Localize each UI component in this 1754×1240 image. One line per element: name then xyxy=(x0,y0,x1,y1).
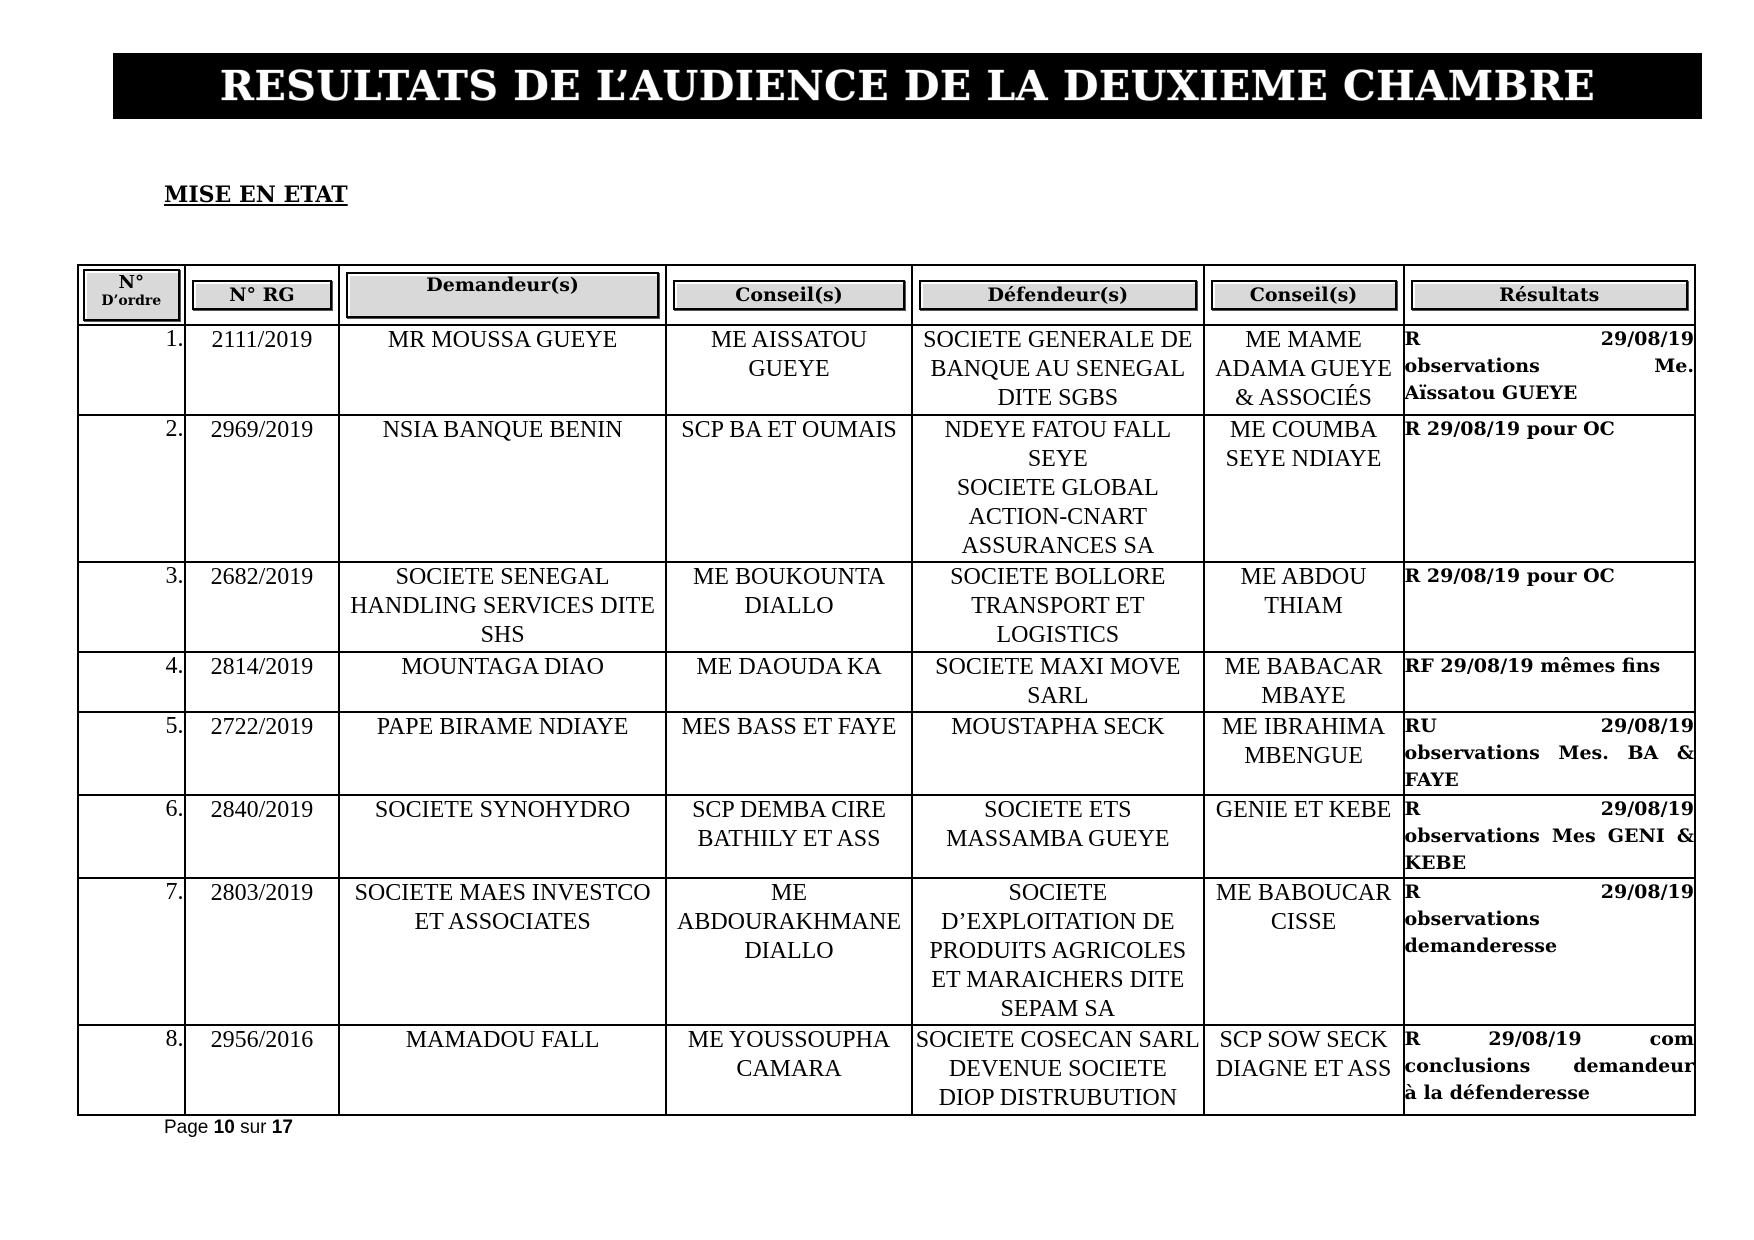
cell-line: MAMADOU FALL xyxy=(405,1027,600,1053)
cell-line: SOCIETE xyxy=(1008,880,1108,906)
page-footer xyxy=(164,1117,293,1139)
cell-resultats xyxy=(1404,878,1695,1025)
cell-line: ME MAME xyxy=(1245,327,1362,353)
cell-line: ME COUMBA xyxy=(1229,417,1378,443)
result-word: observations xyxy=(1404,355,1540,377)
cell-line: ADAMA GUEYE xyxy=(1215,356,1392,382)
result-word: FAYE xyxy=(1404,769,1459,791)
result-line xyxy=(1405,353,1694,380)
cell-resultats xyxy=(1404,415,1695,562)
table-row xyxy=(78,325,1695,415)
cell-line: DIAGNE ET ASS xyxy=(1215,1056,1392,1082)
cell-line: SOCIETE MAES INVESTCO xyxy=(354,880,651,906)
header-conseil-demandeur-label: Conseil(s) xyxy=(673,280,905,310)
cell-rg: 2956/2016 xyxy=(185,1025,340,1115)
cell-rg: 2840/2019 xyxy=(185,795,340,878)
cell-rg: 2969/2019 xyxy=(185,415,340,562)
result-line xyxy=(1405,653,1694,680)
cell-line: ABDOURAKHMANE xyxy=(676,909,901,935)
header-ordre xyxy=(78,265,185,325)
result-word: & xyxy=(1676,742,1694,764)
cell-line: SHS xyxy=(480,622,525,648)
header-resultats-label: Résultats xyxy=(1411,280,1688,310)
cell-demandeur xyxy=(339,562,666,652)
cell-conseil2 xyxy=(1204,1025,1404,1115)
cell-line: DIOP DISTRUBUTION xyxy=(938,1085,1178,1111)
cell-line: SARL xyxy=(1027,683,1089,709)
cell-defendeur xyxy=(912,795,1203,878)
title-banner xyxy=(113,53,1702,119)
cell-conseil1 xyxy=(666,652,912,712)
cell-line: ME BABOUCAR xyxy=(1215,880,1392,906)
cell-line: & ASSOCIÉS xyxy=(1235,385,1372,411)
result-word: GENI xyxy=(1607,825,1665,847)
result-line xyxy=(1405,1080,1694,1107)
cell-demandeur xyxy=(339,325,666,415)
cell-line: SOCIETE ETS xyxy=(984,797,1132,823)
cell-ordre: 8. xyxy=(78,1025,185,1115)
result-word: & xyxy=(1676,825,1694,847)
cell-line: ME YOUSSOUPHA xyxy=(687,1027,891,1053)
cell-line: MOUNTAGA DIAO xyxy=(401,654,604,680)
cell-conseil2 xyxy=(1204,325,1404,415)
cell-line: SCP DEMBA CIRE xyxy=(692,797,886,823)
cell-demandeur xyxy=(339,415,666,562)
cell-conseil2 xyxy=(1204,878,1404,1025)
result-word: 29/08/19 xyxy=(1600,798,1694,820)
cell-line: DEVENUE SOCIETE xyxy=(948,1056,1167,1082)
result-word: com xyxy=(1649,1028,1694,1050)
result-word: à la défenderesse xyxy=(1404,1082,1590,1104)
cell-defendeur xyxy=(912,1025,1203,1115)
cell-line: MES BASS ET FAYE xyxy=(681,714,897,740)
cell-line: DIALLO xyxy=(744,593,834,619)
cell-line: SCP BA ET OUMAIS xyxy=(681,417,897,443)
result-line xyxy=(1405,850,1694,877)
result-word: observations xyxy=(1404,742,1540,764)
cell-defendeur xyxy=(912,712,1203,795)
result-word: KEBE xyxy=(1404,852,1467,874)
cell-line: DIALLO xyxy=(744,938,834,964)
cell-line: SEPAM SA xyxy=(1000,996,1116,1022)
cell-conseil2 xyxy=(1204,562,1404,652)
result-line xyxy=(1405,767,1694,794)
cell-conseil1 xyxy=(666,795,912,878)
header-rg xyxy=(185,265,340,325)
cell-demandeur xyxy=(339,1025,666,1115)
cell-line: SOCIETE BOLLORE xyxy=(950,564,1166,590)
header-ordre-label: N° xyxy=(118,272,144,293)
result-word: Aïssatou GUEYE xyxy=(1404,382,1578,404)
result-word: 29/08/19 xyxy=(1600,328,1694,350)
cell-line: ME IBRAHIMA xyxy=(1221,714,1386,740)
table-row xyxy=(78,795,1695,878)
cell-line: LOGISTICS xyxy=(996,622,1120,648)
page-total: 17 xyxy=(271,1117,293,1138)
cell-ordre: 7. xyxy=(78,878,185,1025)
result-word: 29/08/19 xyxy=(1488,1028,1582,1050)
result-word: R xyxy=(1404,798,1421,820)
cell-conseil1 xyxy=(666,712,912,795)
header-conseil-defendeur-label: Conseil(s) xyxy=(1211,280,1397,310)
table-body xyxy=(78,325,1695,1115)
cell-line: HANDLING SERVICES DITE xyxy=(350,593,655,619)
cell-resultats xyxy=(1404,325,1695,415)
cell-line: PAPE BIRAME NDIAYE xyxy=(376,714,629,740)
cell-line: GUEYE xyxy=(748,356,830,382)
cell-ordre: 2. xyxy=(78,415,185,562)
cell-conseil1 xyxy=(666,878,912,1025)
cell-ordre: 1. xyxy=(78,325,185,415)
cell-line: GENIE ET KEBE xyxy=(1215,797,1392,823)
page-separator: sur xyxy=(240,1117,267,1138)
cell-line: ME xyxy=(770,880,807,906)
result-word: RU xyxy=(1404,715,1437,737)
header-demandeur xyxy=(339,265,666,325)
section-title: MISE EN ETAT xyxy=(164,182,348,208)
result-word: Me. xyxy=(1654,355,1694,377)
result-line xyxy=(1405,906,1694,933)
result-word: demanderesse xyxy=(1404,935,1558,957)
result-line xyxy=(1405,563,1694,590)
cell-demandeur xyxy=(339,878,666,1025)
cell-line: SEYE xyxy=(1027,446,1088,472)
header-rg-label: N° RG xyxy=(192,280,333,310)
cell-line: THIAM xyxy=(1264,593,1343,619)
page-title: RESULTATS DE L’AUDIENCE DE LA DEUXIEME CHAMBRE xyxy=(219,62,1596,110)
cell-line: SOCIETE MAXI MOVE xyxy=(935,654,1181,680)
cell-line: SOCIETE GLOBAL xyxy=(956,475,1159,501)
header-defendeur-label: Défendeur(s) xyxy=(919,280,1196,310)
cell-line: CAMARA xyxy=(736,1056,842,1082)
result-word: Mes. xyxy=(1558,742,1609,764)
cell-line: NSIA BANQUE BENIN xyxy=(382,417,623,443)
cell-line: SCP SOW SECK xyxy=(1219,1027,1388,1053)
cell-line: D’EXPLOITATION DE xyxy=(941,909,1175,935)
result-word: 29/08/19 xyxy=(1600,881,1694,903)
result-line xyxy=(1405,933,1694,960)
table-row xyxy=(78,652,1695,712)
result-word: RF 29/08/19 mêmes fins xyxy=(1404,655,1661,677)
cell-resultats xyxy=(1404,795,1695,878)
result-line xyxy=(1405,1053,1694,1080)
cell-rg: 2803/2019 xyxy=(185,878,340,1025)
header-ordre-sublabel: D’ordre xyxy=(101,293,162,309)
cell-line: ET MARAICHERS DITE xyxy=(931,967,1185,993)
cell-line: ME ABDOU xyxy=(1240,564,1367,590)
cell-line: ME BOUKOUNTA xyxy=(692,564,886,590)
cell-line: ET ASSOCIATES xyxy=(414,909,591,935)
result-word: R 29/08/19 pour OC xyxy=(1404,418,1615,440)
cell-resultats xyxy=(1404,562,1695,652)
cell-conseil2 xyxy=(1204,712,1404,795)
cell-demandeur xyxy=(339,712,666,795)
cell-conseil2 xyxy=(1204,795,1404,878)
result-word: Mes xyxy=(1551,825,1596,847)
result-line xyxy=(1405,879,1694,906)
header-conseil-defendeur xyxy=(1204,265,1404,325)
header-demandeur-label: Demandeur(s) xyxy=(346,272,659,318)
result-word: R xyxy=(1404,1028,1421,1050)
page-label: Page xyxy=(164,1117,209,1138)
cell-rg: 2111/2019 xyxy=(185,325,340,415)
cell-defendeur xyxy=(912,325,1203,415)
cell-defendeur xyxy=(912,878,1203,1025)
cell-ordre: 5. xyxy=(78,712,185,795)
result-line xyxy=(1405,416,1694,443)
page-current: 10 xyxy=(213,1117,235,1138)
result-line xyxy=(1405,796,1694,823)
result-line xyxy=(1405,1026,1694,1053)
cell-line: BANQUE AU SENEGAL xyxy=(930,356,1186,382)
cell-conseil2 xyxy=(1204,415,1404,562)
cell-line: ME DAOUDA KA xyxy=(696,654,882,680)
table-row xyxy=(78,878,1695,1025)
cell-conseil2 xyxy=(1204,652,1404,712)
header-resultats xyxy=(1404,265,1695,325)
cell-line: MOUSTAPHA SECK xyxy=(951,714,1165,740)
cell-resultats xyxy=(1404,1025,1695,1115)
cell-demandeur xyxy=(339,795,666,878)
cell-ordre: 6. xyxy=(78,795,185,878)
cell-conseil1 xyxy=(666,1025,912,1115)
cell-rg: 2722/2019 xyxy=(185,712,340,795)
cell-line: SEYE NDIAYE xyxy=(1225,446,1382,472)
cell-demandeur xyxy=(339,652,666,712)
result-word: conclusions xyxy=(1404,1055,1531,1077)
result-line xyxy=(1405,713,1694,740)
cell-conseil1 xyxy=(666,415,912,562)
cell-line: CISSE xyxy=(1270,909,1337,935)
results-table xyxy=(77,264,1696,1116)
cell-ordre: 3. xyxy=(78,562,185,652)
table-header-row xyxy=(78,265,1695,325)
cell-line: SOCIETE SYNOHYDRO xyxy=(374,797,631,823)
cell-line: MBAYE xyxy=(1261,683,1346,709)
cell-line: PRODUITS AGRICOLES xyxy=(929,938,1187,964)
result-word: 29/08/19 xyxy=(1600,715,1694,737)
cell-line: MASSAMBA GUEYE xyxy=(946,826,1170,852)
cell-line: SOCIETE SENEGAL xyxy=(395,564,610,590)
cell-line: SOCIETE GENERALE DE xyxy=(923,327,1193,353)
cell-line: ME BABACAR xyxy=(1224,654,1383,680)
cell-line: ASSURANCES SA xyxy=(961,533,1155,559)
table-row xyxy=(78,712,1695,795)
cell-conseil1 xyxy=(666,325,912,415)
cell-resultats xyxy=(1404,652,1695,712)
header-defendeur xyxy=(912,265,1203,325)
cell-defendeur xyxy=(912,562,1203,652)
cell-line: ME AISSATOU xyxy=(710,327,868,353)
cell-line: MBENGUE xyxy=(1244,743,1363,769)
cell-line: MR MOUSSA GUEYE xyxy=(387,327,618,353)
result-line xyxy=(1405,823,1694,850)
result-word: R 29/08/19 pour OC xyxy=(1404,565,1615,587)
cell-rg: 2814/2019 xyxy=(185,652,340,712)
cell-rg: 2682/2019 xyxy=(185,562,340,652)
result-line xyxy=(1405,740,1694,767)
table-row xyxy=(78,415,1695,562)
cell-resultats xyxy=(1404,712,1695,795)
result-word: observations xyxy=(1404,908,1540,930)
cell-conseil1 xyxy=(666,562,912,652)
cell-line: TRANSPORT ET xyxy=(971,593,1145,619)
cell-line: SOCIETE COSECAN SARL xyxy=(915,1027,1200,1053)
cell-line: ACTION-CNART xyxy=(968,504,1148,530)
result-word: R xyxy=(1404,881,1421,903)
cell-line: DITE SGBS xyxy=(997,385,1119,411)
table-row xyxy=(78,562,1695,652)
result-word: R xyxy=(1404,328,1421,350)
result-word: observations xyxy=(1404,825,1540,847)
result-word: BA xyxy=(1627,742,1659,764)
cell-defendeur xyxy=(912,415,1203,562)
result-line xyxy=(1405,380,1694,407)
cell-line: NDEYE FATOU FALL xyxy=(944,417,1172,443)
header-conseil-demandeur xyxy=(666,265,912,325)
result-word: demandeur xyxy=(1573,1055,1694,1077)
cell-line: BATHILY ET ASS xyxy=(697,826,881,852)
table-row xyxy=(78,1025,1695,1115)
result-line xyxy=(1405,326,1694,353)
cell-defendeur xyxy=(912,652,1203,712)
cell-ordre: 4. xyxy=(78,652,185,712)
